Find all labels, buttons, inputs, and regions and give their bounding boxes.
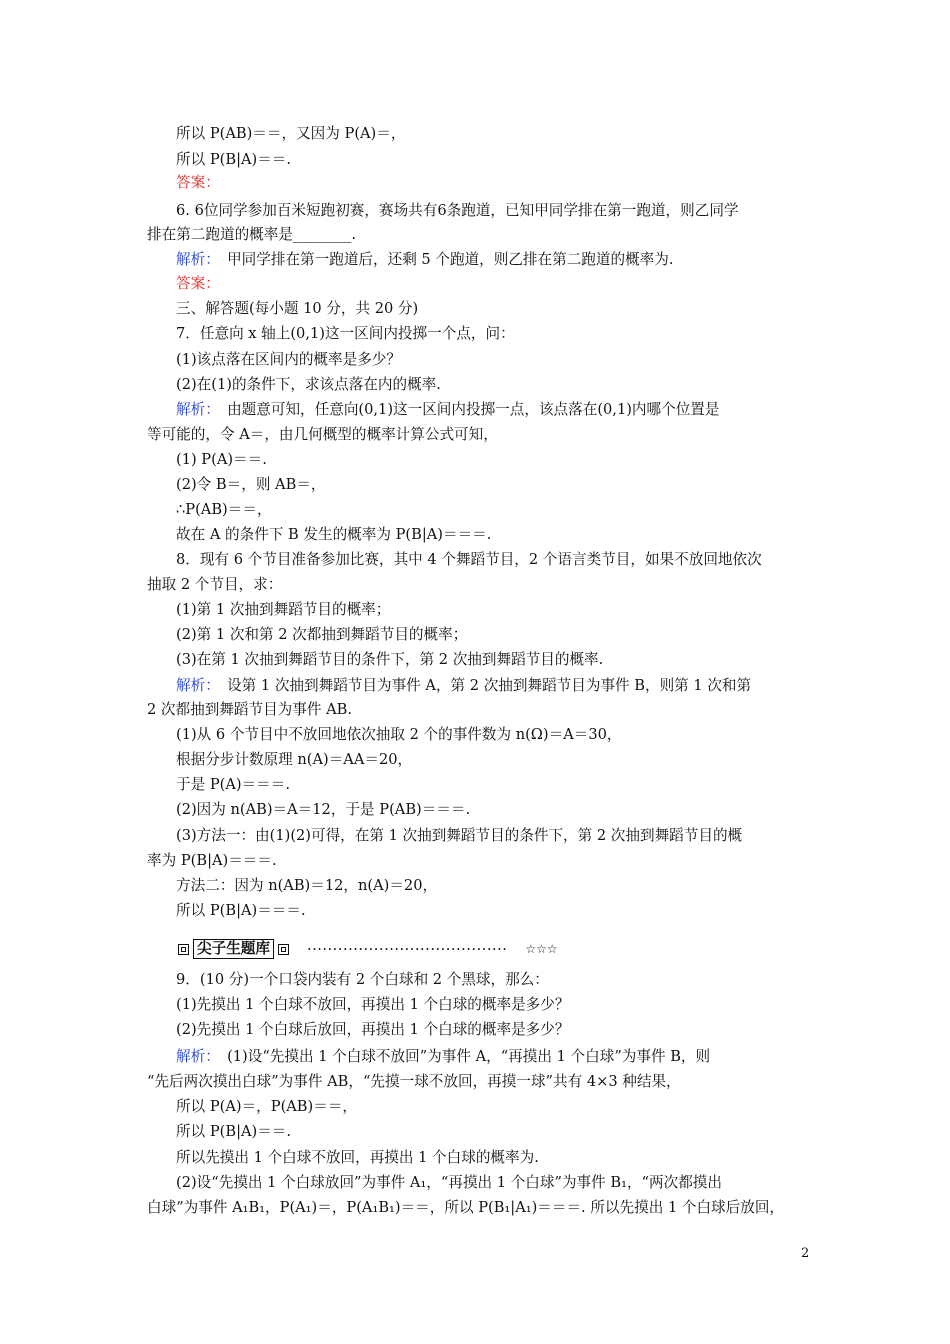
text-line: ∴P(AB)＝＝， (176, 501, 272, 518)
text-line: 排在第二跑道的概率是________. (147, 226, 356, 243)
text-line: 2 次都抽到舞蹈节目为事件 AB. (147, 701, 352, 718)
square-bullet-icon (178, 944, 189, 955)
analysis-text: 甲同学排在第一跑道后，还剩 5 个跑道，则乙排在第二跑道的概率为. (212, 251, 674, 268)
text-line: 所以 P(B|A)＝＝＝. (176, 902, 306, 919)
text-line: (2)设“先摸出 1 个白球放回”为事件 A₁，“再摸出 1 个白球”为事件 B₁，“两次都摸出 (176, 1174, 722, 1191)
text-line: 故在 A 的条件下 B 发生的概率为 P(B|A)＝＝＝. (176, 526, 492, 543)
analysis-text: 设第 1 次抽到舞蹈节目为事件 A，第 2 次抽到舞蹈节目为事件 B，则第 1 次和第 (212, 677, 752, 694)
square-bullet-icon (278, 944, 289, 955)
text-line: (2)令 B＝，则 AB＝， (176, 476, 326, 493)
analysis-text: 由题意可知，任意向(0,1)这一区间内投掷一点，该点落在(0,1)内哪个位置是 (212, 401, 720, 418)
text-line (176, 1047, 710, 1067)
analysis-label: 解析： (176, 677, 213, 694)
text-line: 所以先摸出 1 个白球不放回，再摸出 1 个白球的概率为. (176, 1149, 539, 1166)
text-line: 根据分步计数原理 n(A)＝AA＝20， (176, 751, 413, 768)
analysis-text: (1)设“先摸出 1 个白球不放回”为事件 A，“再摸出 1 个白球”为事件 B，则 (212, 1048, 711, 1065)
analysis-label: 解析： (176, 251, 213, 268)
answer-label: 答案： (176, 275, 220, 292)
text-line: (1)该点落在区间内的概率是多少？ (176, 351, 401, 368)
text-line: 所以 P(B|A)＝＝. (176, 151, 292, 168)
text-line: (1)从 6 个节目中不放回地依次抽取 2 个的事件数为 n(Ω)＝A＝30， (176, 726, 622, 743)
text-line: (2)在(1)的条件下，求该点落在内的概率. (176, 376, 441, 393)
text-line (176, 676, 751, 696)
text-line: 等可能的，令 A＝，由几何概型的概率计算公式可知， (147, 426, 498, 443)
difficulty-stars: ☆☆☆ (525, 942, 558, 956)
text-line: 7．任意向 x 轴上(0,1)这一区间内投掷一个点，问： (176, 325, 515, 342)
answer-label: 答案： (176, 174, 220, 191)
text-line: 所以 P(AB)＝＝，又因为 P(A)＝， (176, 125, 406, 142)
text-line: (3)在第 1 次抽到舞蹈节目的条件下，第 2 次抽到舞蹈节目的概率. (176, 651, 604, 668)
text-line: “先后两次摸出白球”为事件 AB，“先摸一球不放回，再摸一球”共有 4×3 种结果， (147, 1073, 681, 1090)
text-line: 率为 P(B|A)＝＝＝. (147, 852, 277, 869)
text-line: 8．现有 6 个节目准备参加比赛，其中 4 个舞蹈节目，2 个语言类节目，如果不放回地依次 (176, 551, 762, 568)
text-line: (2)因为 n(AB)＝A＝12，于是 P(AB)＝＝＝. (176, 801, 471, 818)
text-line: (1) P(A)＝＝. (176, 451, 267, 468)
analysis-label: 解析： (176, 1048, 213, 1065)
text-line: 6. 6位同学参加百米短跑初赛，赛场共有6条跑道，已知甲同学排在第一跑道，则乙同学 (176, 202, 739, 219)
leader-dots: ······································· (306, 940, 508, 958)
text-line: 所以 P(B|A)＝＝. (176, 1123, 292, 1140)
text-line: 白球”为事件 A₁B₁，P(A₁)＝，P(A₁B₁)＝＝，所以 P(B₁|A₁)＝＝＝. 所以先摸出 1 个白球后放回， (147, 1199, 785, 1216)
text-line: (1)第 1 次抽到舞蹈节目的概率； (176, 601, 391, 618)
text-line: (1)先摸出 1 个白球不放回，再摸出 1 个白球的概率是多少？ (176, 996, 570, 1013)
text-line (176, 400, 720, 420)
text-line: 三、解答题(每小题 10 分，共 20 分) (176, 300, 419, 317)
text-line: 于是 P(A)＝＝＝. (176, 776, 290, 793)
problem-bank-header (178, 939, 558, 959)
text-line: 9．(10 分)一个口袋内装有 2 个白球和 2 个黑球，那么： (176, 971, 549, 988)
text-line: 所以 P(A)＝，P(AB)＝＝， (176, 1098, 358, 1115)
page-number: 2 (801, 1246, 810, 1261)
problem-bank-label: 尖子生题库 (193, 939, 274, 959)
text-line (176, 250, 674, 270)
text-line: 方法二：因为 n(AB)＝12，n(A)＝20， (176, 877, 438, 894)
text-line: (3)方法一：由(1)(2)可得，在第 1 次抽到舞蹈节目的条件下，第 2 次抽到舞蹈节目的概 (176, 827, 743, 844)
text-line: 抽取 2 个节目，求： (147, 576, 283, 593)
text-line: (2)第 1 次和第 2 次都抽到舞蹈节目的概率； (176, 626, 468, 643)
analysis-label: 解析： (176, 401, 213, 418)
text-line: (2)先摸出 1 个白球后放回，再摸出 1 个白球的概率是多少？ (176, 1021, 570, 1038)
